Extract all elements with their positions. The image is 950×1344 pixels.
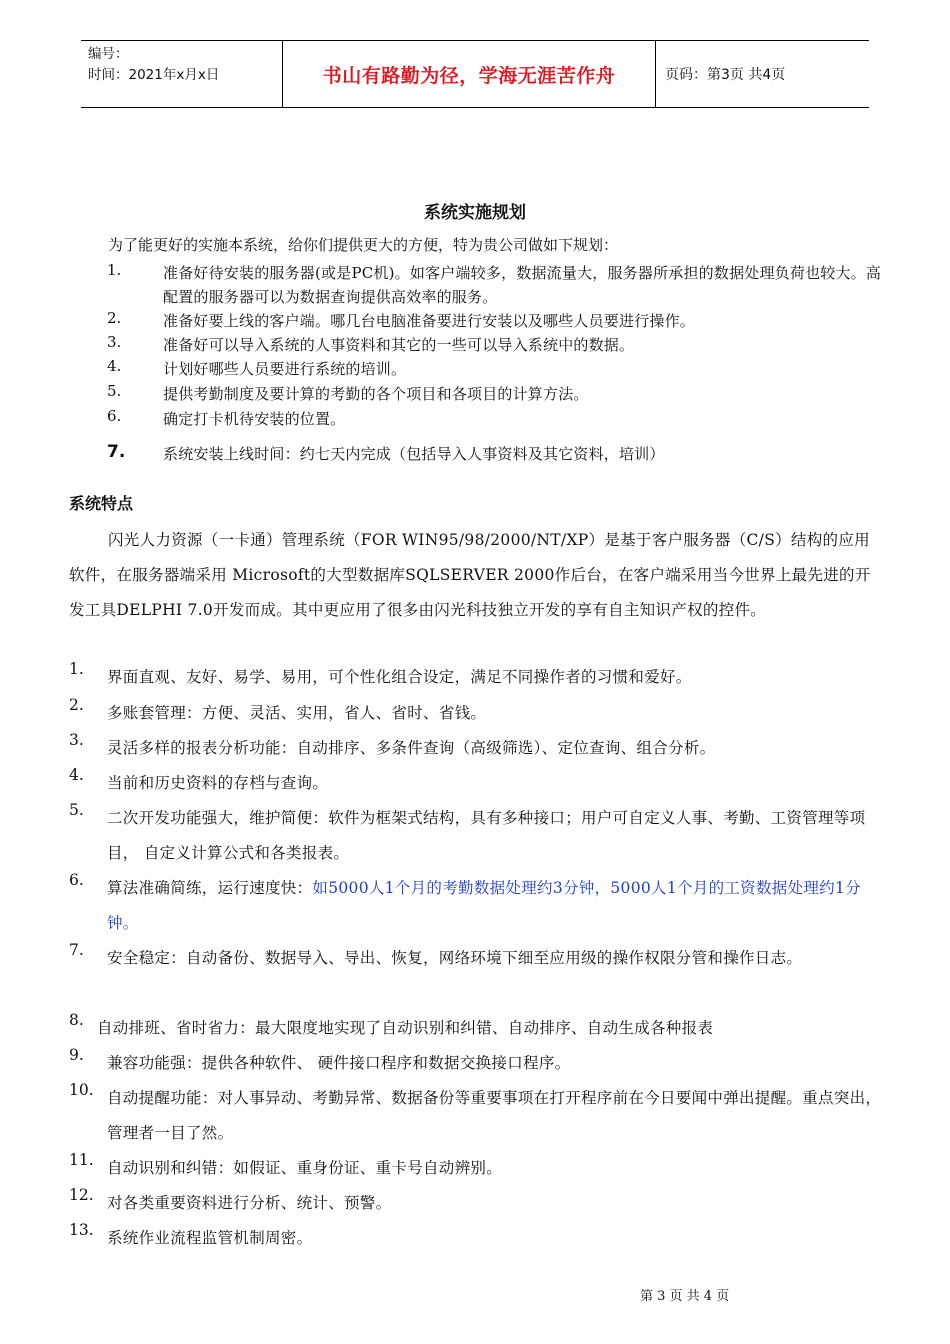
- plan-item-text: 准备好要上线的客户端。哪几台电脑准备要进行安装以及哪些人员要进行操作。: [163, 312, 696, 330]
- time-label: 时间：2021年x月x日: [88, 67, 220, 83]
- feature-number: 1.: [69, 660, 84, 678]
- plan-item-text: 准备好待安装的服务器(或是PC机)。如客户端较多，数据流量大，服务器所承担的数据处理负荷也较大。高配置的服务器可以为数据查询提供高效率的服务。: [163, 264, 882, 306]
- feature-text: 自动提醒功能：对人事异动、考勤异常、数据备份等重要事项在打开程序前在今日要闻中弹出提醒。重点突出，管理者一目了然。: [107, 1089, 882, 1142]
- feature-number: 9.: [69, 1046, 84, 1064]
- plan-item-number: 6.: [107, 407, 122, 425]
- plan-item-text: 计划好哪些人员要进行系统的培训。: [163, 360, 407, 378]
- features-title: 系统特点: [69, 494, 134, 513]
- plan-item-text: 系统安装上线时间：约七天内完成（包括导入人事资料及其它资料，培训）: [163, 445, 665, 463]
- feature-text: 自动排班、省时省力：最大限度地实现了自动识别和纠错、自动排序、自动生成各种报表: [97, 1019, 714, 1037]
- feature-number: 13.: [69, 1221, 94, 1239]
- header-info: [81, 41, 282, 107]
- feature-text: 二次开发功能强大，维护简便：软件为框架式结构，具有多种接口；用户可自定义人事、考勤、工资管理等项目， 自定义计算公式和各类报表。: [107, 809, 866, 862]
- feature-highlight: 如5000人1个月的考勤数据处理约3分钟，5000人1个月的工资数据处理约1分钟。: [107, 879, 861, 932]
- plan-item-number: 7.: [107, 442, 126, 462]
- feature-number: 2.: [69, 696, 84, 714]
- feature-number: 6.: [69, 871, 84, 889]
- features-paragraph: 闪光人力资源（一卡通）管理系统（FOR WIN95/98/2000/NT/XP）是基于客户服务器（C/S）结构的应用软件，在服务器端采用 Microsoft的大型数据库SQLSERVER 2000作后台，在客户端采用当今世界上最先进的开发工具DELPHI 7.0开发而成。其中更应用了很多由闪光科技独立开发的享有自主知识产权的控件。: [69, 531, 871, 619]
- document-title: 系统实施规划: [424, 203, 526, 223]
- plan-item-text: 提供考勤制度及要计算的考勤的各个项目和各项目的计算方法。: [163, 385, 589, 403]
- feature-number: 8.: [69, 1011, 84, 1029]
- plan-item-number: 3.: [107, 333, 122, 351]
- feature-number: 5.: [69, 801, 84, 819]
- feature-text: 自动识别和纠错：如假证、重身份证、重卡号自动辨别。: [107, 1159, 503, 1177]
- feature-number: 12.: [69, 1186, 94, 1204]
- feature-text: 界面直观、友好、易学、易用，可个性化组合设定，满足不同操作者的习惯和爱好。: [107, 668, 692, 686]
- feature-text-lead: 算法准确简练，运行速度快：: [107, 879, 313, 897]
- plan-item-text: 确定打卡机待安装的位置。: [163, 410, 346, 428]
- feature-text: 当前和历史资料的存档与查询。: [107, 774, 329, 792]
- header-page-label: 页码：第3页 共4页: [665, 67, 786, 83]
- feature-text: 对各类重要资料进行分析、统计、预警。: [107, 1194, 392, 1212]
- plan-item-number: 2.: [107, 309, 122, 327]
- page-header: [81, 40, 869, 108]
- page-footer: 第 3 页 共 4 页: [640, 1289, 730, 1304]
- feature-text: 多账套管理：方便、灵活、实用，省人、省时、省钱。: [107, 704, 487, 722]
- number-label: 编号：: [88, 46, 129, 62]
- feature-number: 7.: [69, 941, 84, 959]
- feature-text: 兼容功能强：提供各种软件、 硬件接口程序和数据交换接口程序。: [107, 1054, 571, 1072]
- feature-text: 灵活多样的报表分析功能：自动排序、多条件查询（高级筛选）、定位查询、组合分析。: [107, 739, 716, 757]
- plan-item-text: 准备好可以导入系统的人事资料和其它的一些可以导入系统中的数据。: [163, 336, 635, 354]
- feature-number: 11.: [69, 1151, 94, 1169]
- feature-text: 系统作业流程监管机制周密。: [107, 1229, 313, 1247]
- feature-text: [107, 871, 887, 941]
- plan-intro: 为了能更好的实施本系统，给你们提供更大的方便，特为贵公司做如下规划：: [108, 236, 619, 254]
- feature-text: 安全稳定：自动备份、数据导入、导出、恢复，网络环境下细至应用级的操作权限分管和操作日志。: [107, 949, 803, 967]
- feature-number: 4.: [69, 766, 84, 784]
- plan-item-number: 4.: [107, 357, 122, 375]
- plan-item-number: 5.: [107, 382, 122, 400]
- header-motto: 书山有路勤为径，学海无涯苦作舟: [282, 41, 656, 107]
- feature-number: 3.: [69, 731, 84, 749]
- feature-number: 10.: [69, 1081, 94, 1099]
- plan-item-number: 1.: [107, 261, 122, 279]
